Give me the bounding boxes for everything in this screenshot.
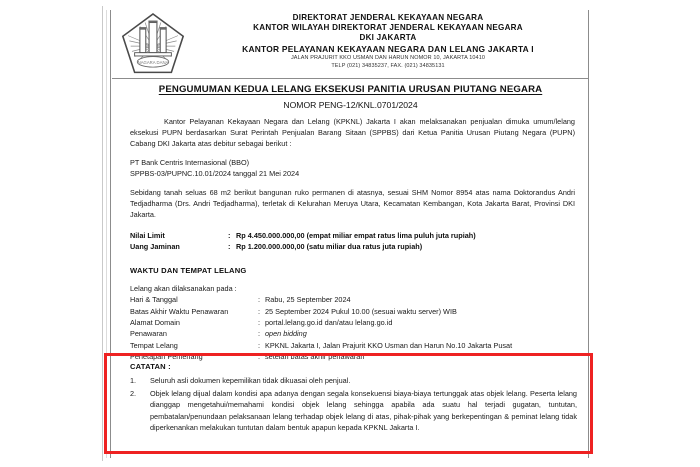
detail-value: KPKNL Jakarta I, Jalan Prajurit KKO Usman dan Harun No.10 Jakarta Pusat xyxy=(265,340,513,350)
note-number: 2. xyxy=(130,389,137,399)
debtor-block xyxy=(130,157,575,179)
detail-value: Rabu, 25 September 2024 xyxy=(265,295,351,305)
detail-separator: : xyxy=(258,352,261,362)
detail-label: Penawaran xyxy=(130,329,167,339)
document-body xyxy=(130,116,575,363)
table-row xyxy=(130,317,575,328)
list-item xyxy=(130,388,577,433)
notes-section xyxy=(130,362,577,435)
section-heading-waktu-tempat: WAKTU DAN TEMPAT LELANG xyxy=(130,265,247,275)
value-amount: Rp 4.450.000.000,00 (empat miliar empat ratus lima puluh juta rupiah) xyxy=(236,230,476,240)
detail-label: Alamat Domain xyxy=(130,318,180,328)
letterhead-address: JALAN PRAJURIT KKO USMAN DAN HARUN NOMOR 10, JAKARTA 10410 xyxy=(290,54,486,61)
auction-object-paragraph: Sebidang tanah seluas 68 m2 berikut bangunan ruko permanen di atasnya, sesuai SHM Nomor 8954 atas nama Doktorandus Andri Tedjadharma (Drs. Andri Tedjadharma), terletak di Kelurahan Meruya Utara, Kecamatan Kembangan, Kota Jakarta Barat, Provinsi DKI Jakarta. xyxy=(130,188,575,220)
detail-separator: : xyxy=(258,295,261,305)
notes-heading: CATATAN : xyxy=(130,362,171,371)
table-row xyxy=(130,241,575,253)
letterhead-line-4: KANTOR PELAYANAN KEKAYAAN NEGARA DAN LELANG JAKARTA I xyxy=(242,43,534,54)
detail-value: 25 September 2024 Pukul 10.00 (sesuai waktu server) WIB xyxy=(265,306,457,316)
table-row xyxy=(130,294,575,305)
document-letterhead xyxy=(112,9,588,77)
value-separator: : xyxy=(228,230,231,240)
debtor-name: PT Bank Centris Internasional (BBO) xyxy=(130,157,250,167)
debtor-sppbs: SPPBS-03/PUPNC.10.01/2024 tanggal 21 Mei 2024 xyxy=(130,168,300,178)
letterhead-divider xyxy=(112,78,589,79)
value-separator: : xyxy=(228,242,231,252)
list-item xyxy=(130,375,577,386)
detail-separator: : xyxy=(258,306,261,316)
table-row xyxy=(130,230,575,242)
detail-separator: : xyxy=(258,329,261,339)
detail-value: setelah batas akhir penawaran xyxy=(265,352,365,362)
intro-paragraph: Kantor Pelayanan Kekayaan Negara dan Lelang (KPKNL) Jakarta I akan melaksanakan penjualan dimuka umum/lelang eksekusi PUPN berdasarkan Surat Perintah Penjualan Barang Sitaan (SPPBS) dari Ketua Panitia Urusan Piutang Negara (PUPN) Cabang DKI Jakarta atas debitur sebagai berikut : xyxy=(130,117,575,149)
value-table xyxy=(130,230,575,253)
detail-label: Batas Akhir Waktu Penawaran xyxy=(130,306,229,316)
table-row xyxy=(130,328,575,339)
note-text: Objek lelang dijual dalam kondisi apa adanya dengan segala konsekuensi biaya-biaya tertunggak atas objek lelang. Peserta lelang dianggap mengetahui/memahami kondisi objek lelang sehingga apabila ada suatu hal terjadi gugatan, tuntutan, pembatalan/penundaan pelaksanaan lelang terhadap objek lelang di atas, pihak-pihak yang berkepentingan & peminat lelang tidak diperkenankan melakukan tuntutan dalam bentuk apapun kepada KPKNL Jakarta I. xyxy=(150,389,577,432)
detail-label: Penetapan Pemenang xyxy=(130,352,203,362)
detail-value: portal.lelang.go.id dan/atau lelang.go.id xyxy=(265,318,393,328)
detail-label: Tempat Lelang xyxy=(130,340,178,350)
letterhead-line-2: KANTOR WILAYAH DIREKTORAT JENDERAL KEKAYAAN NEGARA xyxy=(253,23,523,33)
value-amount: Rp 1.200.000.000,00 (satu miliar dua ratus juta rupiah) xyxy=(236,242,423,252)
ministry-of-finance-emblem-icon xyxy=(120,12,186,75)
detail-separator: : xyxy=(258,340,261,350)
svg-text:NAGARA DANA: NAGARA DANA xyxy=(137,59,169,65)
detail-label: Hari & Tanggal xyxy=(130,295,178,305)
letterhead-phone: TELP (021) 34835237, FAX. (021) 34835131 xyxy=(331,63,445,70)
announcement-number: NOMOR PENG-12/KNL.0701/2024 xyxy=(283,100,418,110)
detail-separator: : xyxy=(258,318,261,328)
announcement-title-block xyxy=(112,84,589,110)
letterhead-line-3: DKI JAKARTA xyxy=(359,33,417,43)
value-label: Uang Jaminan xyxy=(130,242,180,252)
section-intro: Lelang akan dilaksanakan pada : xyxy=(130,283,237,293)
table-row xyxy=(130,340,575,351)
page-title: PENGUMUMAN KEDUA LELANG EKSEKUSI PANITIA URUSAN PIUTANG NEGARA xyxy=(158,84,543,95)
note-text: Seluruh asli dokumen kepemilikan tidak dikuasai oleh penjual. xyxy=(150,376,351,385)
letterhead-text xyxy=(190,13,586,70)
note-number: 1. xyxy=(130,376,137,385)
value-label: Nilai Limit xyxy=(130,230,165,240)
table-row xyxy=(130,306,575,317)
scan-page-edge-line xyxy=(102,6,103,461)
letterhead-line-1: DIREKTORAT JENDERAL KEKAYAAN NEGARA xyxy=(292,13,484,22)
detail-value: open bidding xyxy=(265,329,307,339)
